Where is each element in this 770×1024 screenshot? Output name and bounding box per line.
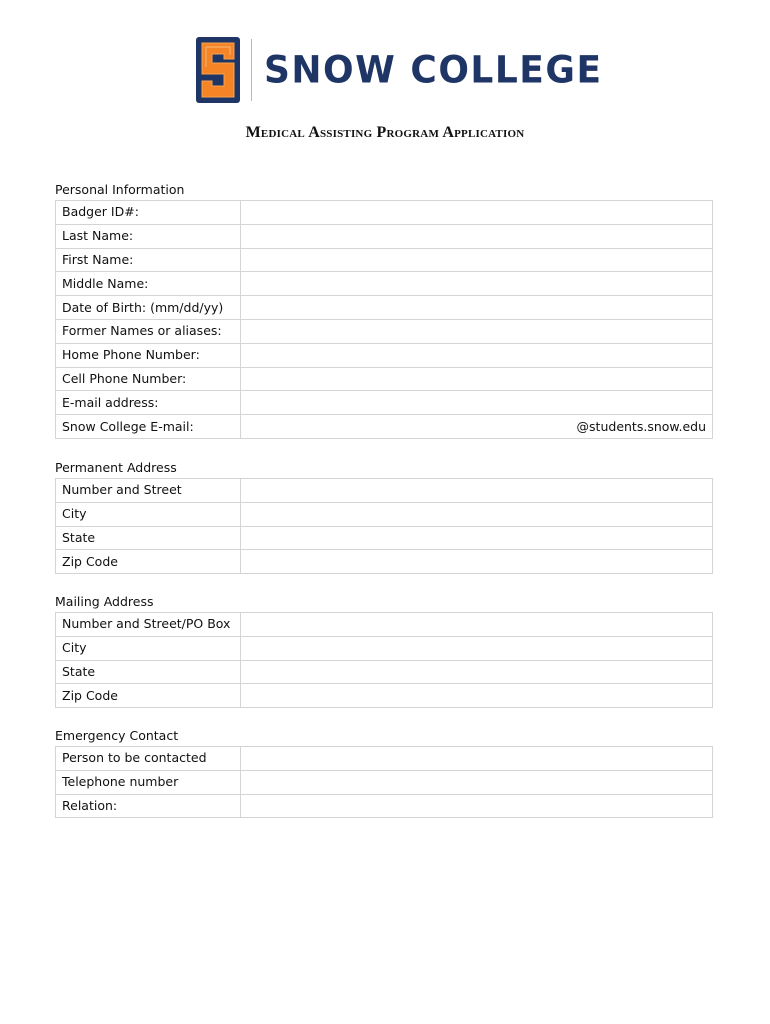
permanent-address-table (55, 478, 713, 574)
field-value-input[interactable] (241, 479, 713, 503)
field-label: Zip Code (56, 684, 241, 708)
form-row (56, 747, 713, 771)
field-label: Relation: (56, 794, 241, 818)
form-row (56, 636, 713, 660)
field-label: Number and Street (56, 479, 241, 503)
field-value-input[interactable] (241, 224, 713, 248)
form-row (56, 502, 713, 526)
field-value-input[interactable] (241, 660, 713, 684)
field-label: Snow College E-mail: (56, 415, 241, 439)
form-row (56, 526, 713, 550)
form-row (56, 296, 713, 320)
form-row (56, 479, 713, 503)
field-value-input[interactable] (241, 391, 713, 415)
field-label: Badger ID#: (56, 201, 241, 225)
field-value-input[interactable] (241, 296, 713, 320)
field-label: State (56, 526, 241, 550)
field-value-input[interactable] (241, 367, 713, 391)
field-value-input[interactable] (241, 613, 713, 637)
field-label: Last Name: (56, 224, 241, 248)
field-value-input[interactable] (241, 248, 713, 272)
logo-divider (251, 39, 252, 101)
field-label: City (56, 636, 241, 660)
field-label: Number and Street/PO Box (56, 613, 241, 637)
field-value-input[interactable] (241, 747, 713, 771)
field-value-input[interactable] (241, 684, 713, 708)
field-value-input[interactable] (241, 201, 713, 225)
section-label-emergency: Emergency Contact (55, 728, 179, 743)
s-shield-icon (196, 37, 240, 103)
field-label: City (56, 502, 241, 526)
field-label: E-mail address: (56, 391, 241, 415)
form-row (56, 613, 713, 637)
form-row (56, 794, 713, 818)
field-value-input[interactable] (241, 636, 713, 660)
form-row (56, 415, 713, 439)
field-value-input[interactable] (241, 319, 713, 343)
section-label-mailing: Mailing Address (55, 594, 154, 609)
form-row (56, 391, 713, 415)
form-row (56, 770, 713, 794)
form-row (56, 660, 713, 684)
personal-information-table (55, 200, 713, 439)
field-label: Person to be contacted (56, 747, 241, 771)
form-row (56, 319, 713, 343)
field-value-input[interactable] (241, 272, 713, 296)
section-label-permanent: Permanent Address (55, 460, 177, 475)
field-label: Middle Name: (56, 272, 241, 296)
field-value-input[interactable] (241, 794, 713, 818)
section-label-personal: Personal Information (55, 182, 185, 197)
form-row (56, 367, 713, 391)
page-title: Medical Assisting Program Application (245, 124, 525, 141)
personal-information-section (55, 179, 713, 439)
emergency-contact-table (55, 746, 713, 818)
field-label: Home Phone Number: (56, 343, 241, 367)
field-label: Telephone number (56, 770, 241, 794)
field-value-input[interactable] (241, 502, 713, 526)
field-label: Former Names or aliases: (56, 319, 241, 343)
form-row (56, 224, 713, 248)
mailing-address-section (55, 591, 713, 708)
form-row (56, 343, 713, 367)
field-value-input[interactable] (241, 770, 713, 794)
field-label: Zip Code (56, 550, 241, 574)
snow-college-logo (196, 37, 603, 103)
form-row (56, 550, 713, 574)
field-value-input[interactable] (241, 550, 713, 574)
form-row (56, 684, 713, 708)
mailing-address-table (55, 612, 713, 708)
permanent-address-section (55, 457, 713, 574)
form-row (56, 201, 713, 225)
field-value-input[interactable] (241, 526, 713, 550)
logo-wordmark: SNOW COLLEGE (264, 48, 603, 92)
form-row (56, 248, 713, 272)
field-value-input[interactable] (241, 343, 713, 367)
field-label: State (56, 660, 241, 684)
form-row (56, 272, 713, 296)
field-label: Cell Phone Number: (56, 367, 241, 391)
field-value-input[interactable]: @students.snow.edu (241, 415, 713, 439)
emergency-contact-section (55, 725, 713, 818)
field-label: First Name: (56, 248, 241, 272)
field-label: Date of Birth: (mm/dd/yy) (56, 296, 241, 320)
